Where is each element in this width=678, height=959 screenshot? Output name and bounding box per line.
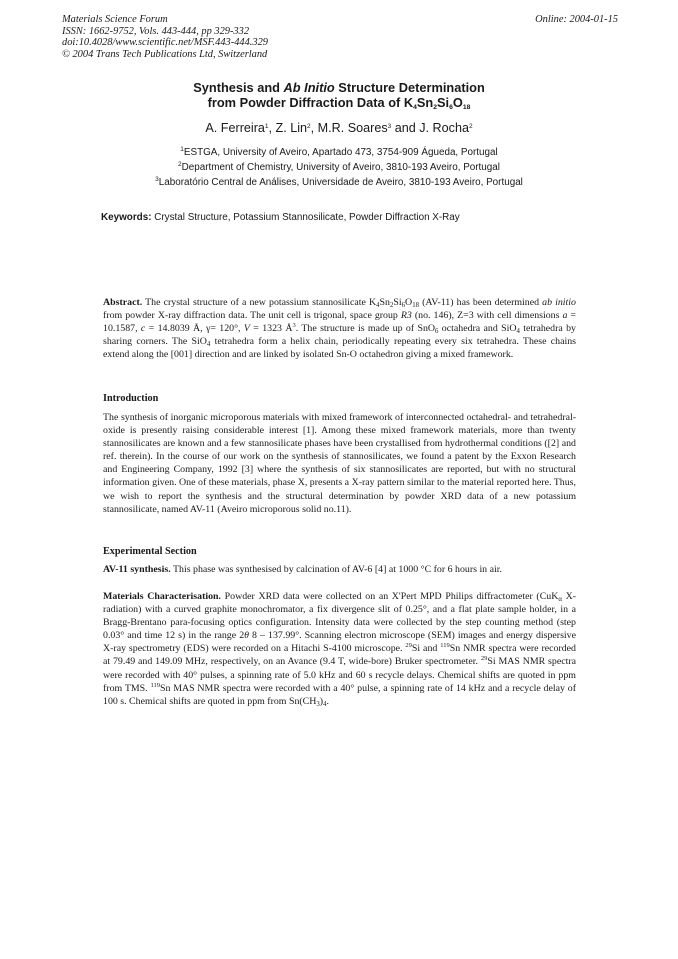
isotope-sup: 29 <box>405 642 412 650</box>
av11-synthesis-paragraph <box>103 563 576 576</box>
paragraph-text: Powder XRD data were collected on an X'Pert MPD Philips diffractometer (CuK <box>221 591 559 602</box>
paragraph-text: X-radiation) with a curved graphite monochromator, a fix divergence slit of 0.25°, and a flat plate sample holder, in a Bragg-Brentano para-focusing optics configuration. Intensity data were collected by the step counting method (step 0.03° and time 12 s) in the range 2 <box>103 591 576 642</box>
abstract-sub: 4 <box>376 302 380 309</box>
keywords <box>101 212 460 223</box>
online-date: Online: 2004-01-15 <box>535 14 618 25</box>
paragraph-text: ) <box>319 695 324 707</box>
journal-name: Materials Science Forum <box>62 14 168 25</box>
section-heading-introduction: Introduction <box>103 393 159 404</box>
title-formula: O <box>452 95 463 110</box>
title-italic: Ab Initio <box>283 80 335 95</box>
title-line-2 <box>0 95 678 110</box>
abstract-text: = 10.1587, <box>103 310 576 335</box>
affiliation-number: 2 <box>178 161 182 168</box>
affiliation-number: 1 <box>180 146 184 153</box>
abstract-italic: ab initio <box>542 297 576 308</box>
title-text-end: Structure Determination <box>334 80 485 95</box>
av11-synthesis-label: AV-11 synthesis. <box>103 564 171 575</box>
paragraph-text: Sn MAS NMR spectra were recorded with a 40° pulse, a spinning rate of 14 kHz and a recycle delay of 100 s. Chemical shifts are quoted in ppm from Sn(CH <box>103 682 576 707</box>
abstract-sub: 6 <box>435 328 439 336</box>
paragraph-text: Si MAS NMR spectra were recorded with 40° pulses, a spinning rate of 5.0 kHz and 60 s recycle delays. Chemical shifts are quoted in ppm from TMS. <box>103 656 576 694</box>
isotope-sup: 119 <box>150 681 160 689</box>
abstract-sup: 3 <box>292 322 296 330</box>
paragraph-text: . <box>326 695 329 707</box>
theta-symbol: θ <box>244 630 249 642</box>
abstract-sub: 4 <box>206 341 211 349</box>
paragraph-sub: 3 <box>316 700 320 708</box>
title-text: Synthesis and <box>193 80 284 95</box>
title-sub: 6 <box>449 104 453 111</box>
author-list <box>0 121 678 135</box>
author-affil-mark: 1 <box>264 123 269 130</box>
paragraph-text: 8 – 137.99°. Scanning electron microscope (SEM) images and energy dispersive X-ray spectrometry (EDS) were recorded on a Hitachi S-4100 microscope. <box>103 630 576 655</box>
journal-header <box>62 14 618 60</box>
abstract-label: Abstract. <box>103 297 143 308</box>
abstract-italic: V <box>243 323 250 335</box>
journal-issn: ISSN: 1662-9752, Vols. 443-444, pp 329-332 <box>62 25 250 37</box>
author-name: and J. Rocha <box>391 121 469 135</box>
author-name: , M.R. Soares <box>310 121 388 135</box>
affiliation-3 <box>0 177 678 188</box>
journal-doi[interactable]: doi:10.4028/www.scientific.net/MSF.443-444.329 <box>62 37 268 49</box>
author-affil-mark: 3 <box>387 123 392 130</box>
abstract-text: = 1323 Å <box>249 323 293 335</box>
abstract-text: = 14.8039 Å, γ= 120°, <box>145 323 244 335</box>
isotope-sup: 29 <box>480 655 488 663</box>
affiliation-number: 3 <box>155 176 159 183</box>
abstract-text: Sn <box>379 297 390 308</box>
paper-title <box>0 80 678 110</box>
abstract-text: (AV-11) has been determined <box>418 297 543 308</box>
title-sub: 18 <box>462 104 471 111</box>
abstract-text: octahedra and SiO <box>438 323 517 335</box>
materials-characterisation-label: Materials Characterisation. <box>103 591 222 602</box>
introduction-paragraph: The synthesis of inorganic microporous materials with mixed framework of interconnected octahedral- and tetrahedral-oxide is presently raising considerable interest [1]. Among these mixed framework materials, more than twenty stannosilicates are known and a few stannosilicate phases have been crystallised from hydrothermal conditions ([2] and ref. therein). In the course of our work on the synthesis of stannosilicates, we found a patent by the Exxon Research and Engineering Company, 1992 [3] where the synthesis of six stannosilicates are reported, but with no structural information given. One of these materials, phase X, presents a X-ray pattern similar to the material reported here. Thus, we wish to report the synthesis and the structural determination by powder XRD data of a new potassium stannosilicate, named AV-11 (Aveiro microporous solid no.11). <box>103 412 576 515</box>
affiliation-text: ESTGA, University of Aveiro, Apartado 473, 3754-909 Águeda, Portugal <box>183 147 498 158</box>
affiliation-2 <box>0 162 678 173</box>
journal-copyright: © 2004 Trans Tech Publications Ltd, Switzerland <box>62 48 268 60</box>
title-sub: 2 <box>433 104 437 111</box>
abstract-sub: 18 <box>412 302 419 309</box>
abstract <box>103 296 576 361</box>
keywords-label: Keywords: <box>101 212 152 223</box>
title-sub: 4 <box>413 104 417 111</box>
affiliation-text: Department of Chemistry, University of Aveiro, 3810-193 Aveiro, Portugal <box>181 162 500 173</box>
abstract-italic: c <box>140 323 146 335</box>
isotope-sup: 119 <box>440 642 450 650</box>
author-affil-mark: 2 <box>307 123 311 130</box>
abstract-text: (no. 146), Z=3 with cell dimensions <box>411 310 563 322</box>
affiliation-1 <box>0 147 678 158</box>
materials-characterisation-paragraph <box>103 590 576 708</box>
paragraph-sub: α <box>558 596 562 603</box>
abstract-text: tetrahedra by sharing corners. The SiO <box>103 323 576 348</box>
title-line-1 <box>0 80 678 95</box>
paragraph-sub: 4 <box>323 700 327 708</box>
abstract-text: The crystal structure of a new potassium stannosilicate K <box>142 297 377 308</box>
section-heading-experimental: Experimental Section <box>103 546 197 557</box>
affiliation-text: Laboratório Central de Análises, Universidade de Aveiro, 3810-193 Aveiro, Portugal <box>158 177 523 188</box>
title-formula: Sn <box>416 95 434 110</box>
author-name: A. Ferreira <box>205 121 265 135</box>
author-affil-mark: 2 <box>468 123 473 130</box>
abstract-italic: a <box>562 310 568 322</box>
paragraph-text: Sn NMR spectra were recorded at 79.49 and 149.09 MHz, respectively, on an Avance (9.4 T, wide-bore) Bruker spectrometer. <box>103 643 576 668</box>
abstract-sub: 4 <box>516 328 520 336</box>
abstract-text: from powder X-ray diffraction data. The unit cell is trigonal, space group <box>103 310 401 322</box>
paragraph-text: Si and <box>411 643 441 655</box>
abstract-text: O <box>405 297 413 308</box>
abstract-sub: 6 <box>401 302 406 309</box>
abstract-sub: 2 <box>389 302 394 309</box>
author-name: , Z. Lin <box>268 121 308 135</box>
abstract-text: tetrahedra form a helix chain, periodically repeating every six tetrahedra. These chains extend along the [001] direction and are linked by isolated Sn-O octahedron giving a mixed framework. <box>103 336 576 361</box>
title-formula: Si <box>437 95 450 110</box>
space-group: R3 <box>400 310 412 322</box>
abstract-text: Si <box>393 297 402 308</box>
abstract-text: . The structure is made up of SnO <box>295 323 436 335</box>
title-formula: from Powder Diffraction Data of K <box>207 95 414 110</box>
keywords-text: Crystal Structure, Potassium Stannosilicate, Powder Diffraction X-Ray <box>151 212 460 223</box>
av11-synthesis-text: This phase was synthesised by calcination of AV-6 [4] at 1000 °C for 6 hours in air. <box>170 564 502 575</box>
